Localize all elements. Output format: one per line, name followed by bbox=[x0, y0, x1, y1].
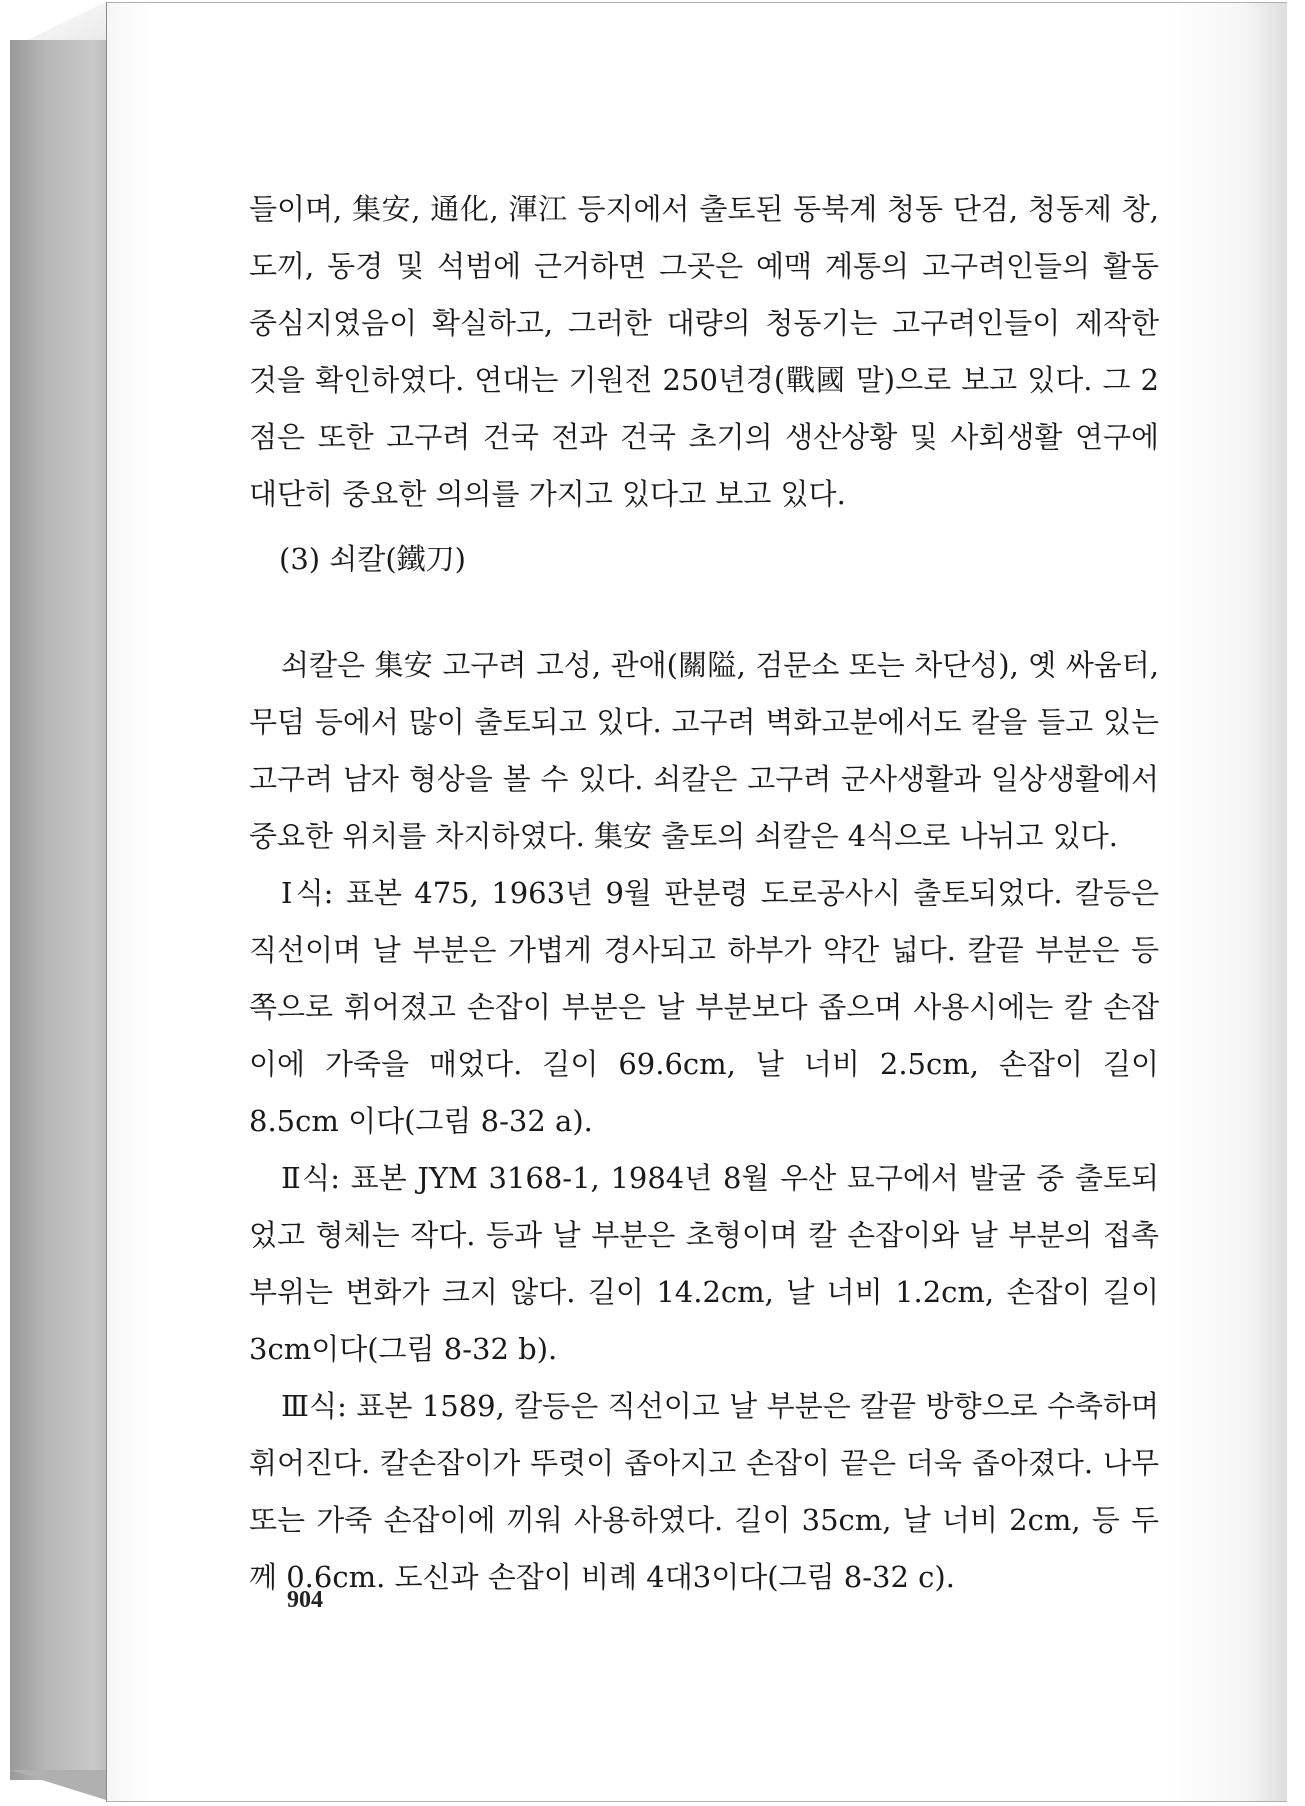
paragraph-2: 쇠칼은 集安 고구려 고성, 관애(關隘, 검문소 또는 차단성), 옛 싸움터, 무덤 등에서 많이 출토되고 있다. 고구려 벽화고분에서도 칼을 들고 있는 고구려 남자 형상을 볼 수 있다. 쇠칼은 고구려 군사생활과 일상생활에서 중요한 위치를 차지하였다. 集安 출토의 쇠칼은 4식으로 나뉘고 있다. bbox=[249, 648, 1159, 853]
paragraph-type-2: Ⅱ식: 표본 JYM 3168-1, 1984년 8월 우산 묘구에서 발굴 중 출토되었고 형체는 작다. 등과 날 부분은 초형이며 칼 손잡이와 날 부분의 접촉 부위는 변화가 크지 않다. 길이 14.2cm, 날 너비 1.2cm, 손잡이 길이 3cm이다(그림 8-32 b). bbox=[249, 1161, 1159, 1366]
book-spine bbox=[10, 40, 106, 1780]
section-heading: (3) 쇠칼(鐵刀) bbox=[279, 542, 466, 576]
body-text-top bbox=[249, 181, 1159, 523]
paragraph-type-1: Ⅰ식: 표본 475, 1963년 9월 판분령 도로공사시 출토되었다. 칼등은 직선이며 날 부분은 가볍게 경사되고 하부가 약간 넓다. 칼끝 부분은 등쪽으로 휘어졌고 손잡이 부분은 날 부분보다 좁으며 사용시에는 칼 손잡이에 가죽을 매었다. 길이 69.6cm, 날 너비 2.5cm, 손잡이 길이 8.5cm 이다(그림 8-32 a). bbox=[249, 876, 1159, 1138]
page-edge-shading bbox=[1247, 3, 1287, 1801]
body-text-main bbox=[249, 637, 1159, 1606]
book-spine-shadow bbox=[10, 1770, 106, 1800]
page-number: 904 bbox=[287, 1587, 323, 1613]
paragraph-1: 들이며, 集安, 通化, 渾江 등지에서 출토된 동북계 청동 단검, 청동제 창, 도끼, 동경 및 석범에 근거하면 그곳은 예맥 계통의 고구려인들의 활동 중심지였음이 확실하고, 그러한 대량의 청동기는 고구려인들이 제작한 것을 확인하였다. 연대는 기원전 250년경(戰國 말)으로 보고 있다. 그 2점은 또한 고구려 건국 전과 건국 초기의 생산상황 및 사회생활 연구에 대단히 중요한 의의를 가지고 있다고 보고 있다. bbox=[249, 192, 1159, 511]
paragraph-type-3: Ⅲ식: 표본 1589, 칼등은 직선이고 날 부분은 칼끝 방향으로 수축하며 휘어진다. 칼손잡이가 뚜렷이 좁아지고 손잡이 끝은 더욱 좁아졌다. 나무 또는 가죽 손잡이에 끼워 사용하였다. 길이 35cm, 날 너비 2cm, 등 두께 0.6cm. 도신과 손잡이 비례 4대3이다(그림 8-32 c). bbox=[249, 1389, 1159, 1594]
book-page bbox=[106, 2, 1287, 1802]
